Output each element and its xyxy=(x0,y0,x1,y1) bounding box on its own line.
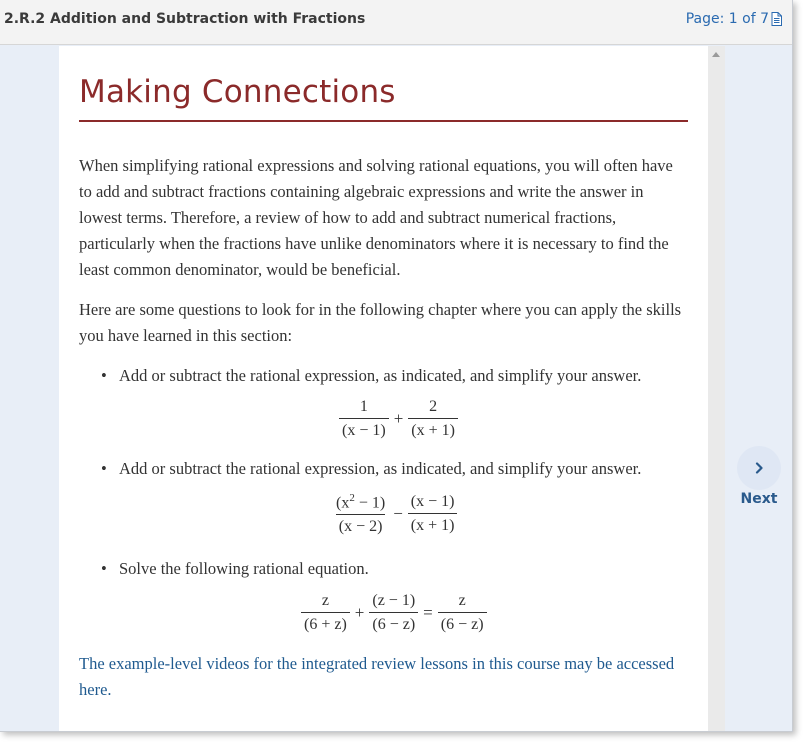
numerator: (x − 1) xyxy=(410,493,455,511)
heading-divider xyxy=(79,120,688,122)
equation-1 xyxy=(337,398,460,440)
bullet-marker: • xyxy=(101,366,107,385)
numerator: 1 xyxy=(359,398,368,415)
numerator: z xyxy=(321,592,329,609)
denominator: (6 − z) xyxy=(438,612,487,634)
numerator-part: (x xyxy=(336,494,350,512)
fraction xyxy=(408,493,458,535)
fraction xyxy=(339,398,389,440)
bullet-text: Add or subtract the rational expression, as indicated, and simplify your answer. xyxy=(119,366,642,385)
exponent: 2 xyxy=(349,492,355,504)
denominator: (x + 1) xyxy=(408,418,458,440)
content-scrollbar[interactable] xyxy=(708,46,725,731)
operator: + xyxy=(393,409,404,428)
denominator: (x + 1) xyxy=(408,513,458,535)
bullet-marker: • xyxy=(101,559,107,578)
fraction xyxy=(408,398,458,440)
bullet-text: Solve the following rational equation. xyxy=(119,559,369,578)
questions-intro-paragraph: Here are some questions to look for in the following chapter where you can apply the skills you have learned in this section: xyxy=(79,300,682,345)
operator: + xyxy=(354,603,365,622)
denominator: (6 − z) xyxy=(369,612,418,634)
document-icon[interactable] xyxy=(771,12,782,26)
operator: = xyxy=(423,603,433,622)
chevron-right-icon[interactable] xyxy=(752,461,766,475)
page-heading: Making Connections xyxy=(79,74,396,110)
denominator: (x − 2) xyxy=(336,514,386,536)
fraction xyxy=(301,592,350,634)
intro-paragraph: When simplifying rational expressions and solving rational equations, you will often have to add and subtract fractions containing algebraic expressions and write the answer in lowest terms. Therefore, a review of how to add and subtract numerical fractions, particularly when the fractions have unlike denominators where it is necessary to find the least common denominator, would be beneficial. xyxy=(79,156,673,279)
lesson-content xyxy=(59,46,708,731)
page-indicator-label: Page: 1 of 7 xyxy=(685,11,769,27)
fraction xyxy=(438,592,487,634)
denominator: (x − 1) xyxy=(339,418,389,440)
scroll-up-arrow-icon[interactable] xyxy=(712,52,720,57)
next-button-circle[interactable] xyxy=(737,446,781,490)
fraction xyxy=(333,492,388,536)
operator: − xyxy=(393,504,403,524)
numerator: z xyxy=(458,592,466,609)
navigation-panel xyxy=(725,46,792,731)
equation-3 xyxy=(299,592,489,634)
next-label[interactable]: Next xyxy=(740,491,778,507)
page-indicator[interactable] xyxy=(686,11,782,27)
denominator: (6 + z) xyxy=(301,612,350,634)
next-button[interactable] xyxy=(737,446,781,510)
numerator: (z − 1) xyxy=(372,592,416,609)
numerator: 2 xyxy=(429,398,438,415)
equation-2 xyxy=(331,492,459,536)
videos-link[interactable]: The example-level videos for the integrated review lessons in this course may be accessed here. xyxy=(79,654,675,699)
fraction xyxy=(369,592,418,634)
lesson-title: 2.R.2 Addition and Subtraction with Fractions xyxy=(4,11,366,27)
top-bar xyxy=(0,0,792,45)
numerator-part: − 1) xyxy=(354,494,386,512)
bullet-marker: • xyxy=(101,459,107,478)
bullet-text: Add or subtract the rational expression, as indicated, and simplify your answer. xyxy=(119,459,642,478)
numerator xyxy=(333,492,388,514)
